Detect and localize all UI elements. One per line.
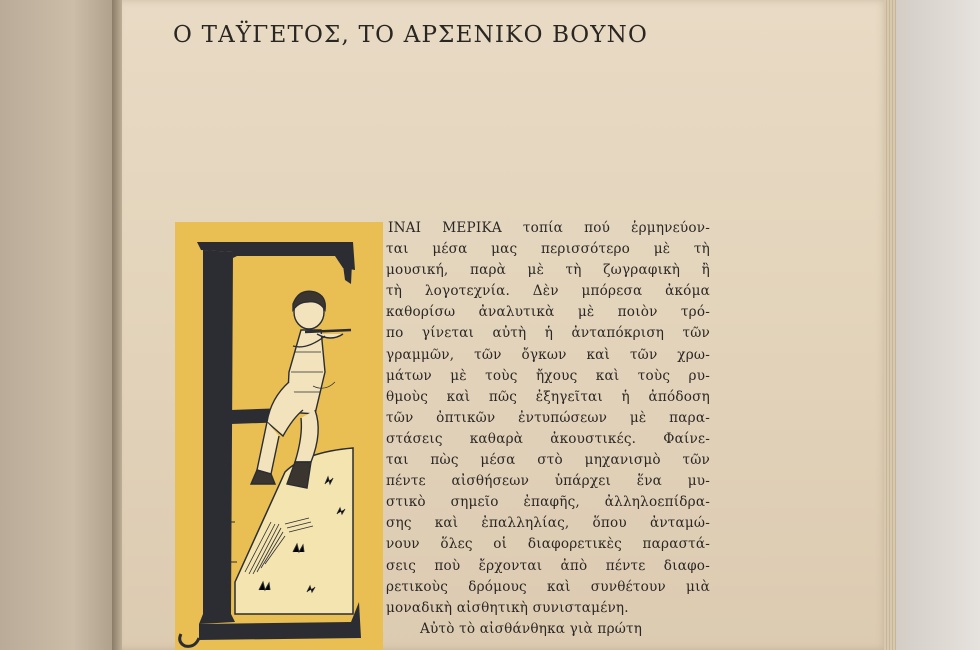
- text-line: τὴ λογοτεχνία. Δὲν μπόρεσα ἀκόμα: [386, 283, 710, 300]
- text-line: τῶν ὀπτικῶν ἐντυπώσεων μὲ παρα-: [386, 409, 710, 426]
- text-line: καθορίσω ἀναλυτικὰ μὲ ποιὸν τρό-: [386, 304, 710, 321]
- flute-player-illustration: [175, 222, 383, 650]
- text-line: γραμμῶν, τῶν ὄγκων καὶ τῶν χρω-: [386, 346, 710, 363]
- text-line: πο γίνεται αὐτὴ ἡ ἀνταπόκριση τῶν: [386, 325, 710, 342]
- page-stack-edge: [884, 0, 896, 650]
- text-line: ται μέσα μας περισσότερο μὲ τὴ: [386, 241, 710, 258]
- text-line: ΙΝΑΙ ΜΕΡΙΚΑ τοπία πού ἑρμηνεύον-: [388, 220, 710, 236]
- text-line: θμοὺς καὶ πῶς ἐξηγεῖται ἡ ἀπόδοση: [386, 388, 710, 405]
- text-line: ται πὼς μέσα στὸ μηχανισμὸ τῶν: [386, 452, 710, 469]
- text-line: μάτων μὲ τοὺς ἤχους καὶ τοὺς ρυ-: [386, 367, 710, 384]
- scroll-ornament: [180, 634, 199, 646]
- background-surface: [896, 0, 980, 650]
- text-line: μοναδικὴ αἰσθητικὴ συνισταμένη.: [386, 599, 629, 616]
- text-line: Αὐτὸ τὸ αἰσθάνθηκα γιὰ πρώτη: [420, 620, 643, 637]
- text-line: σης καὶ ἐπαλληλίας, ὅπου ἀνταμώ-: [386, 515, 710, 532]
- facing-page-edge: [0, 0, 122, 650]
- text-line: στικὸ σημεῖο ἐπαφῆς, ἀλληλοεπίδρα-: [386, 494, 710, 511]
- text-line: νουν ὅλες οἱ διαφορετικὲς παραστά-: [386, 536, 710, 553]
- chapter-title: Ο ΤΑΫΓΕΤΟΣ, ΤΟ ΑΡΣΕΝΙΚΟ ΒΟΥΝΟ: [173, 22, 649, 48]
- body-text: [386, 218, 710, 640]
- decorative-lines: [231, 522, 237, 562]
- text-line: ρετικοὺς δρόμους καὶ συνθέτουν μιὰ: [386, 578, 710, 595]
- text-line: στάσεις καθαρὰ ἀκουστικές. Φαίνε-: [386, 430, 710, 447]
- illuminated-initial: [175, 222, 383, 650]
- text-line: σεις ποὺ ἔρχονται ἀπὸ πέντε διαφο-: [386, 557, 710, 574]
- text-line: μουσική, παρὰ μὲ τὴ ζωγραφικὴ ἢ: [386, 262, 710, 279]
- text-line: πέντε αἰσθήσεων ὑπάρχει ἕνα μυ-: [386, 473, 710, 490]
